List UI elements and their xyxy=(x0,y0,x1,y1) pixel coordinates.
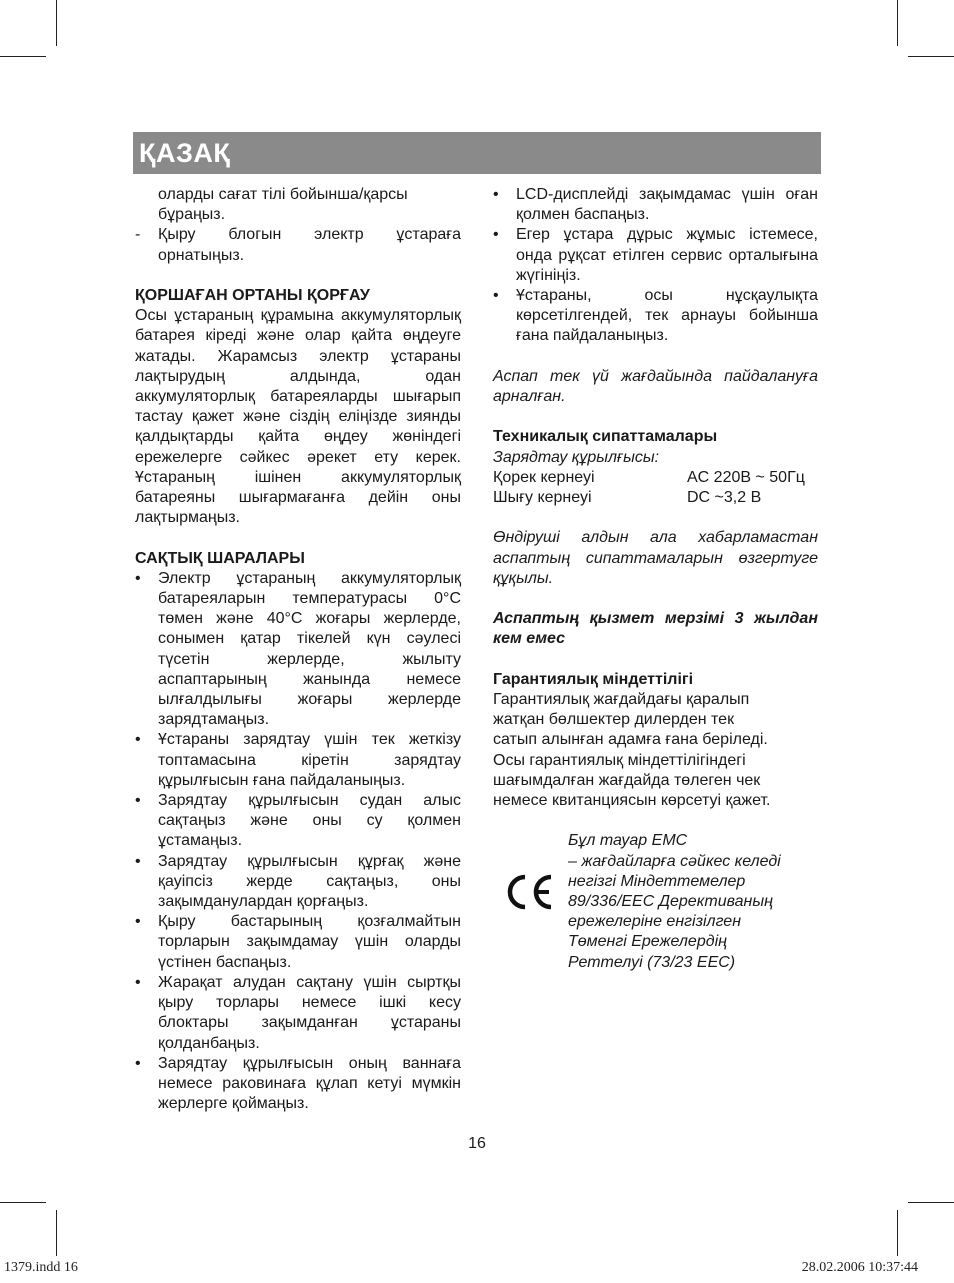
file-slug: 1379.indd 16 xyxy=(4,1260,78,1275)
manufacturer-note: Өндіруші алдын ала хабарламастан аспаптың сипаттамаларын өзгертуге құқылы. xyxy=(493,529,818,587)
bullet-marker: • xyxy=(135,1054,141,1072)
crop-mark-bottom-right-h xyxy=(908,1202,954,1203)
charger-label: Зарядтау құрылғысы: xyxy=(493,448,660,466)
list-item: • Ұстараны, осы нұсқаулықта көрсетілгендей, тек арнауы бойынша ғана пайдаланыңыз. xyxy=(493,287,818,345)
usage-list xyxy=(493,185,818,347)
environment-heading: ҚОРШАҒАН ОРТАНЫ ҚОРҒАУ xyxy=(135,287,370,304)
bullet-marker: • xyxy=(135,913,141,931)
page-number: 16 xyxy=(468,1135,486,1152)
service-life-note: Аспаптың қызмет мерзімі 3 жылдан кем емес xyxy=(493,610,818,648)
crop-mark-top-right xyxy=(897,0,898,46)
ce-compliance-text: Бұл тауар EMC – жағдайларға сәйкес келеді негізгі Міндеттемелер 89/336/EEC Дерективаның ережелеріне енгізілген Төменгі Ережелердің Реттелуі (73/23 EEC) xyxy=(568,832,781,971)
print-timestamp: 28.02.2006 10:37:44 xyxy=(801,1260,918,1275)
bullet-marker: • xyxy=(493,226,499,244)
bullet-marker: • xyxy=(135,852,141,870)
assembly-steps xyxy=(135,225,461,265)
crop-mark-top-right-h xyxy=(908,56,954,57)
left-column xyxy=(135,185,461,1114)
page-title: ҚАЗАҚ xyxy=(139,138,231,168)
crop-mark-bottom-left-h xyxy=(0,1202,46,1203)
list-item: • Зарядтау құрылғысын оның ваннаға немесе раковинаға құлап кетуі мүмкін жерлерге қоймаңыз. xyxy=(135,1054,461,1113)
crop-mark-bottom-right xyxy=(897,1210,898,1256)
dash-marker: - xyxy=(135,226,141,244)
list-item: - Қыру блогын электр ұстараға орнатыңыз. xyxy=(135,226,461,264)
bullet-marker: • xyxy=(135,973,141,991)
warranty-heading: Гарантиялық міндеттілігі xyxy=(493,670,694,688)
list-item: • Зарядтау құрылғысын құрғақ және қауіпсіз жерде сақтаңыз, оны зақымданулардан қорғаңыз. xyxy=(135,852,461,911)
ce-compliance-block xyxy=(493,831,818,971)
bullet-marker: • xyxy=(135,731,141,749)
ce-mark-icon xyxy=(503,871,555,913)
list-item: • Электр ұстараның аккумуляторлық батареяларын температурасы 0°С төмен және 40°С жоғары жерлерде, сонымен қатар тікелей күн сәулесі түсетін жерлерде, жылыту аспаптарының жанында немесе ылғалдылығы жоғары жерлерде зарядтамаңыз. xyxy=(135,569,461,729)
environment-text: Осы ұстараның құрамына аккумуляторлық батарея кіреді және олар қайта өңдеуге жатады. Жарамсыз электр ұстараны лақтырудың алдында, одан аккумуляторлық батареяларды шығарып тастау қажет және сіздің еліңізде зиянды қалдықтарды қайта өңдеу жөніндегі ережелерге сәйкес әрекет ету керек. Ұстараның ішінен аккумуляторлық батареяны шығармағанға дейін оны лақтырмаңыз. xyxy=(135,307,461,527)
crop-mark-top-left xyxy=(56,0,57,46)
bullet-marker: • xyxy=(135,792,141,810)
safety-list xyxy=(135,569,461,1114)
safety-heading: САҚТЫҚ ШАРАЛАРЫ xyxy=(135,549,305,567)
household-note: Аспап тек үй жағдайында пайдалануға арналған. xyxy=(493,367,818,406)
list-item: • Қыру бастарының қозғалмайтын торларын зақымдамау үшін оларды үстінен баспаңыз. xyxy=(135,913,461,971)
crop-mark-top-left-h xyxy=(0,56,46,57)
crop-mark-bottom-left xyxy=(56,1210,57,1256)
tech-specs-heading: Техникалық сипаттамалары xyxy=(493,428,718,446)
right-column xyxy=(493,185,818,971)
list-item: • Ұстараны зарядтау үшін тек жеткізу топтамасына кіретін зарядтау құрылғысын ғана пайдаланыңыз. xyxy=(135,731,461,789)
language-header-bar xyxy=(133,132,821,174)
spec-row-output-voltage: Шығу кернеуі DC ~3,2 В xyxy=(493,489,762,507)
bullet-marker: • xyxy=(493,287,499,305)
bullet-marker: • xyxy=(135,569,141,587)
list-item: • Егер ұстара дұрыс жұмыс істемесе, онда рұқсат етілген сервис орталығына жүгініңіз. xyxy=(493,226,818,284)
list-item: • LCD-дисплейді зақымдамас үшін оған қолмен баспаңыз. xyxy=(493,186,818,224)
intro-continuation: оларды сағат тілі бойынша/қарсы бұраңыз. xyxy=(158,186,408,224)
list-item: • Зарядтау құрылғысын судан алыс сақтаңыз және оны су қолмен ұстамаңыз. xyxy=(135,792,461,850)
list-item: • Жарақат алудан сақтану үшін сыртқы қыру торлары немесе ішкі кесу блоктары зақымданған ұстараны қолданбаңыз. xyxy=(135,973,461,1052)
spec-row-input-voltage: Қорек кернеуі AC 220В ~ 50Гц xyxy=(493,468,805,486)
warranty-text: Гарантиялық жағдайдағы қаралып жатқан бөлшектер дилерден тек сатып алынған адамға ғана беріледі. Осы гарантиялық міндеттілігіндегі шағымдалған жағдайда төлеген чек немесе квитанциясын көрсетуі қажет. xyxy=(493,691,771,810)
bullet-marker: • xyxy=(493,186,499,203)
